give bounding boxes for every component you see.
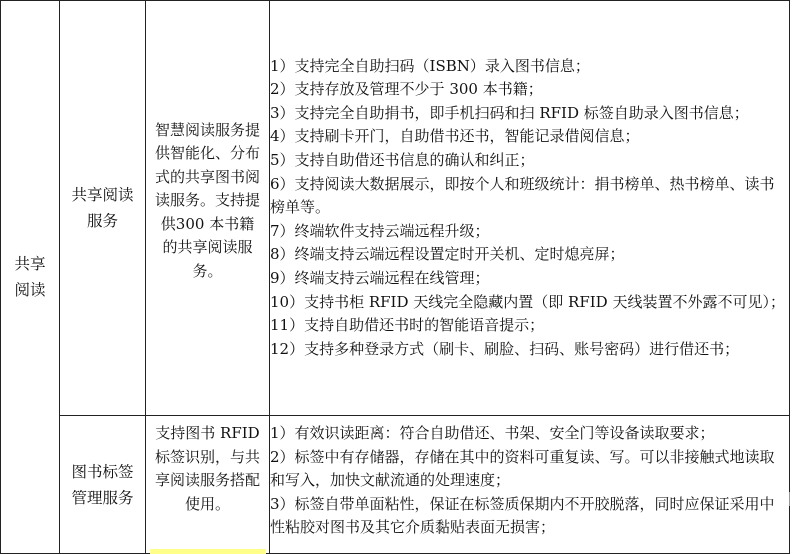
table-row	[1, 1, 790, 416]
requirement-item: 9）终端支持云端远程在线管理；	[270, 268, 490, 287]
category-label: 共享阅读	[14, 255, 46, 299]
requirement-item: 6）支持阅读大数据展示，即按个人和班级统计：捐书榜单、热书榜单、读书榜单等。	[270, 174, 775, 217]
requirements-cell	[270, 416, 790, 554]
description-cell	[146, 416, 270, 554]
requirement-item: 3）标签自带单面粘性，保证在标签质保期内不开胶脱落，同时应保证采用中性粘胶对图书及其它介质黏贴表面无损害；	[270, 494, 775, 537]
description-text: 智慧阅读服务提供智能化、分布式的共享图书阅读服务。支持提供300 本书籍的共享阅读服务。	[154, 120, 260, 280]
table-row	[1, 416, 790, 554]
description-text: 支持图书 RFID 标签识别，与共享阅读服务搭配使用。	[154, 424, 260, 513]
requirement-item: 1）有效识读距离：符合自助借还、书架、安全门等设备读取要求；	[270, 424, 715, 442]
module-label: 图书标签管理服务	[71, 462, 134, 507]
requirement-item: 5）支持自助借还书信息的确认和纠正；	[270, 151, 535, 170]
text-highlight	[150, 549, 266, 554]
requirement-item: 2）支持存放及管理不少于 300 本书籍；	[270, 80, 543, 99]
requirement-item: 10）支持书柜 RFID 天线完全隐藏内置（即 RFID 天线装置不外露不可见）；	[270, 292, 785, 311]
description-cell	[146, 1, 270, 416]
requirement-item: 1）支持完全自助扫码（ISBN）录入图书信息；	[270, 56, 590, 75]
module-cell	[60, 1, 146, 416]
resize-handle-icon	[789, 492, 799, 506]
requirement-item: 2）标签中有存储器，存储在其中的资料可重复读、写。可以非接触式地读取和写入，加快文献流通的处理速度；	[270, 447, 775, 490]
requirement-item: 7）终端软件支持云端远程升级；	[270, 221, 490, 240]
module-label: 共享阅读服务	[71, 186, 134, 230]
requirement-item: 11）支持自助借还书时的智能语音提示；	[270, 316, 545, 335]
requirement-item: 3）支持完全自助捐书，即手机扫码和扫 RFID 标签自助录入图书信息；	[270, 103, 749, 122]
requirement-item: 4）支持刷卡开门，自助借书还书，智能记录借阅信息；	[270, 127, 640, 146]
category-cell	[1, 1, 60, 554]
module-cell	[60, 416, 146, 554]
requirement-item: 8）终端支持云端远程设置定时开关机、定时熄亮屏；	[270, 245, 625, 264]
requirement-item: 12）支持多种登录方式（刷卡、刷脸、扫码、账号密码）进行借还书；	[270, 339, 740, 358]
requirements-cell	[270, 1, 790, 416]
